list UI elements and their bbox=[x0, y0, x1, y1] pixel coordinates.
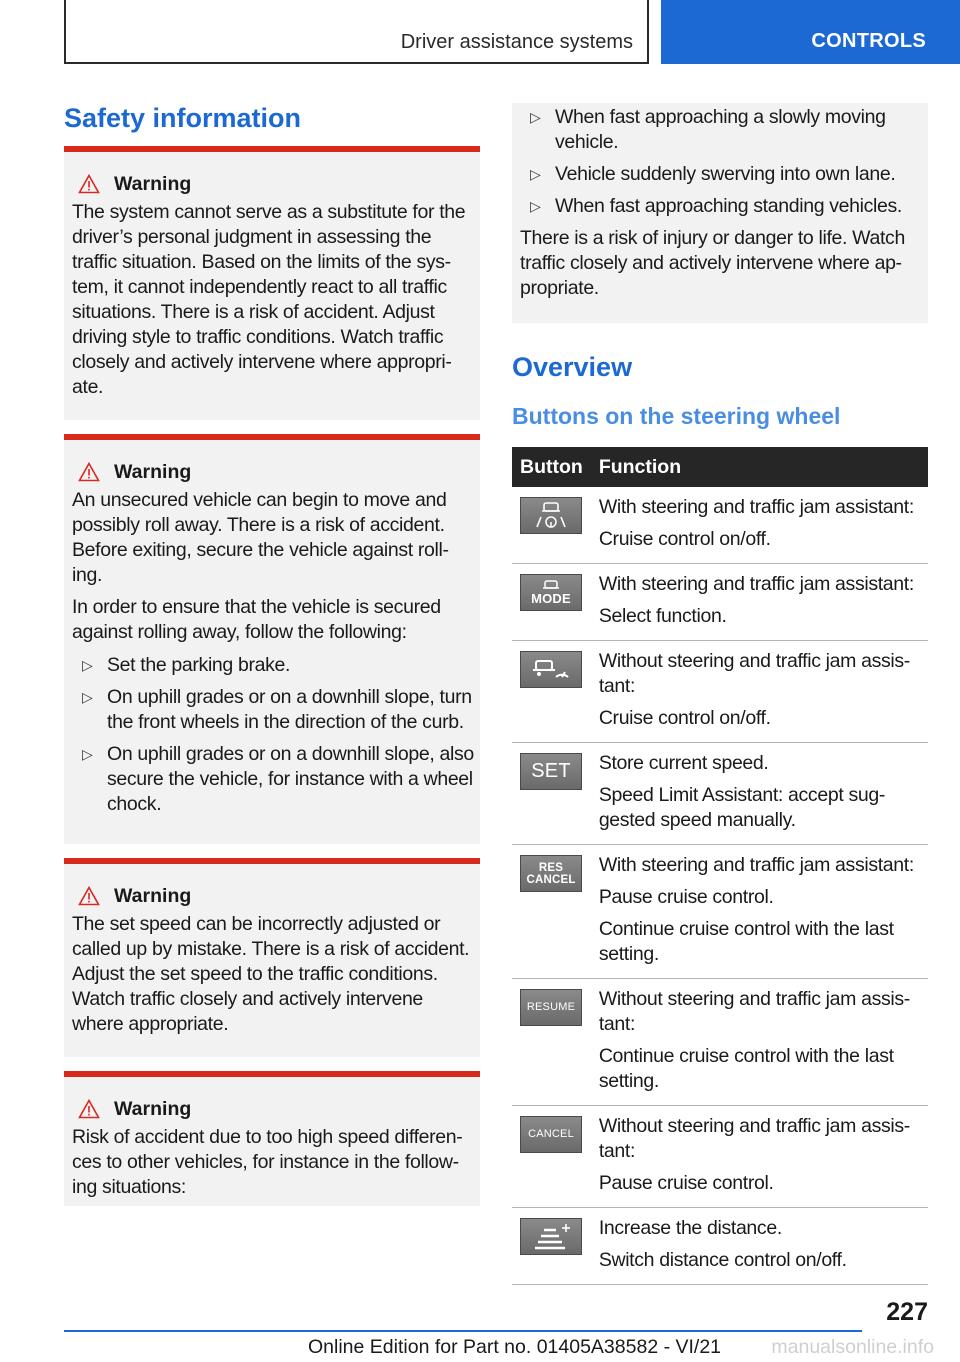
bullet-list bbox=[520, 105, 920, 219]
safety-title: Safety information bbox=[64, 103, 302, 133]
cruise-control-icon bbox=[520, 497, 582, 534]
distance-plus-icon bbox=[520, 1218, 582, 1255]
warning-text-2: There is a risk of injury or danger to life. Watch traffic closely and actively intervene where ap-propriate. bbox=[520, 227, 905, 299]
warning-box-4 bbox=[64, 1071, 480, 1206]
triangle-bullet-icon: ▷ bbox=[82, 657, 93, 673]
footer-divider bbox=[64, 1330, 862, 1332]
resume-icon: RESUME bbox=[520, 989, 582, 1026]
watermark: manualsonline.info bbox=[771, 1336, 934, 1358]
buttons-subtitle: Buttons on the steering wheel bbox=[512, 403, 841, 429]
left-column bbox=[64, 100, 480, 1206]
header-chapter-title: CONTROLS bbox=[811, 30, 926, 52]
footer-edition: Online Edition for Part no. 01405A38582 - VI/21 bbox=[308, 1336, 722, 1358]
cruise-control-alt-icon bbox=[520, 651, 582, 688]
warning-label: Warning bbox=[114, 460, 192, 483]
triangle-bullet-icon: ▷ bbox=[530, 109, 541, 125]
table-row: Without steering and traffic jam assis-tant: Cruise control on/off. bbox=[512, 641, 928, 743]
table-row: With steering and traffic jam assistant: Cruise control on/off. bbox=[512, 487, 928, 564]
list-item: ▷ When fast approaching a slowly moving vehicle. bbox=[530, 106, 886, 153]
triangle-bullet-icon: ▷ bbox=[530, 198, 541, 214]
header-section-box bbox=[64, 0, 649, 64]
warning-label: Warning bbox=[114, 1097, 192, 1120]
list-item: ▷ Set the parking brake. bbox=[82, 654, 291, 676]
header-section-title: Driver assistance systems bbox=[400, 31, 633, 53]
header-chapter-tab[interactable] bbox=[661, 0, 960, 64]
triangle-bullet-icon: ▷ bbox=[82, 689, 93, 705]
list-item: ▷ When fast approaching standing vehicles. bbox=[530, 195, 902, 217]
warning-box-1 bbox=[64, 146, 480, 420]
set-icon: SET bbox=[520, 753, 582, 790]
table-row: SET Store current speed. Speed Limit Assistant: accept sug-gested speed manually. bbox=[512, 743, 928, 845]
triangle-bullet-icon: ▷ bbox=[82, 746, 93, 762]
list-item: ▷ Vehicle suddenly swerving into own lane. bbox=[530, 163, 896, 185]
page-number: 227 bbox=[886, 1298, 928, 1326]
warning-text: An unsecured vehicle can begin to move and possibly roll away. There is a risk of accident. Before exiting, secure the vehicle against roll-ing. bbox=[72, 489, 449, 586]
warning-text: The system cannot serve as a substitute for the driver’s personal judgment in assessing the traffic situation. Based on the limits of the sys-tem, it cannot independently react to all traffic situations. There is a risk of accident. Adjust driving style to traffic conditions. Watch traffic closely and actively intervene where appropri-ate. bbox=[72, 201, 466, 398]
warning-label: Warning bbox=[114, 884, 192, 907]
warning-box-4-continued bbox=[512, 103, 928, 323]
overview-title: Overview bbox=[512, 352, 633, 382]
column-header-function: Function bbox=[591, 447, 928, 487]
warning-text: The set speed can be incorrectly adjusted or called up by mistake. There is a risk of accident. Adjust the set speed to the traffic conditions. Watch traffic closely and actively intervene where appropriate. bbox=[72, 913, 470, 1035]
table-row: Increase the distance. Switch distance control on/off. bbox=[512, 1208, 928, 1285]
warning-text-2: In order to ensure that the vehicle is secured against rolling away, follow the following: bbox=[72, 596, 441, 643]
cancel-icon: CANCEL bbox=[520, 1116, 582, 1153]
table-row: CANCEL Without steering and traffic jam assis-tant: Pause cruise control. bbox=[512, 1106, 928, 1208]
mode-icon: MODE bbox=[520, 574, 582, 611]
warning-label: Warning bbox=[114, 172, 192, 195]
list-item: ▷ On uphill grades or on a downhill slope, turn the front wheels in the direction of the curb. bbox=[82, 686, 472, 733]
column-header-button: Button bbox=[512, 447, 591, 487]
warning-triangle-icon bbox=[78, 1099, 100, 1119]
warning-triangle-icon bbox=[78, 462, 100, 482]
warning-box-2 bbox=[64, 434, 480, 844]
triangle-bullet-icon: ▷ bbox=[530, 166, 541, 182]
buttons-table bbox=[512, 447, 928, 1285]
warning-box-3 bbox=[64, 858, 480, 1057]
warning-triangle-icon bbox=[78, 886, 100, 906]
table-row: MODE With steering and traffic jam assistant: Select function. bbox=[512, 564, 928, 641]
table-row: RESUME Without steering and traffic jam assis-tant: Continue cruise control with the last setting. bbox=[512, 979, 928, 1106]
bullet-list bbox=[72, 653, 474, 817]
table-header-row bbox=[512, 447, 928, 487]
warning-triangle-icon bbox=[78, 174, 100, 194]
res-cancel-icon: RES CANCEL bbox=[520, 855, 582, 892]
right-column bbox=[512, 103, 928, 1285]
list-item: ▷ On uphill grades or on a downhill slope, also secure the vehicle, for instance with a wheel chock. bbox=[82, 743, 474, 815]
warning-text: Risk of accident due to too high speed differen-ces to other vehicles, for instance in the follow-ing situations: bbox=[72, 1126, 463, 1198]
table-row: RES CANCEL With steering and traffic jam assistant: Pause cruise control. Continue cruise control with the last setting. bbox=[512, 845, 928, 979]
